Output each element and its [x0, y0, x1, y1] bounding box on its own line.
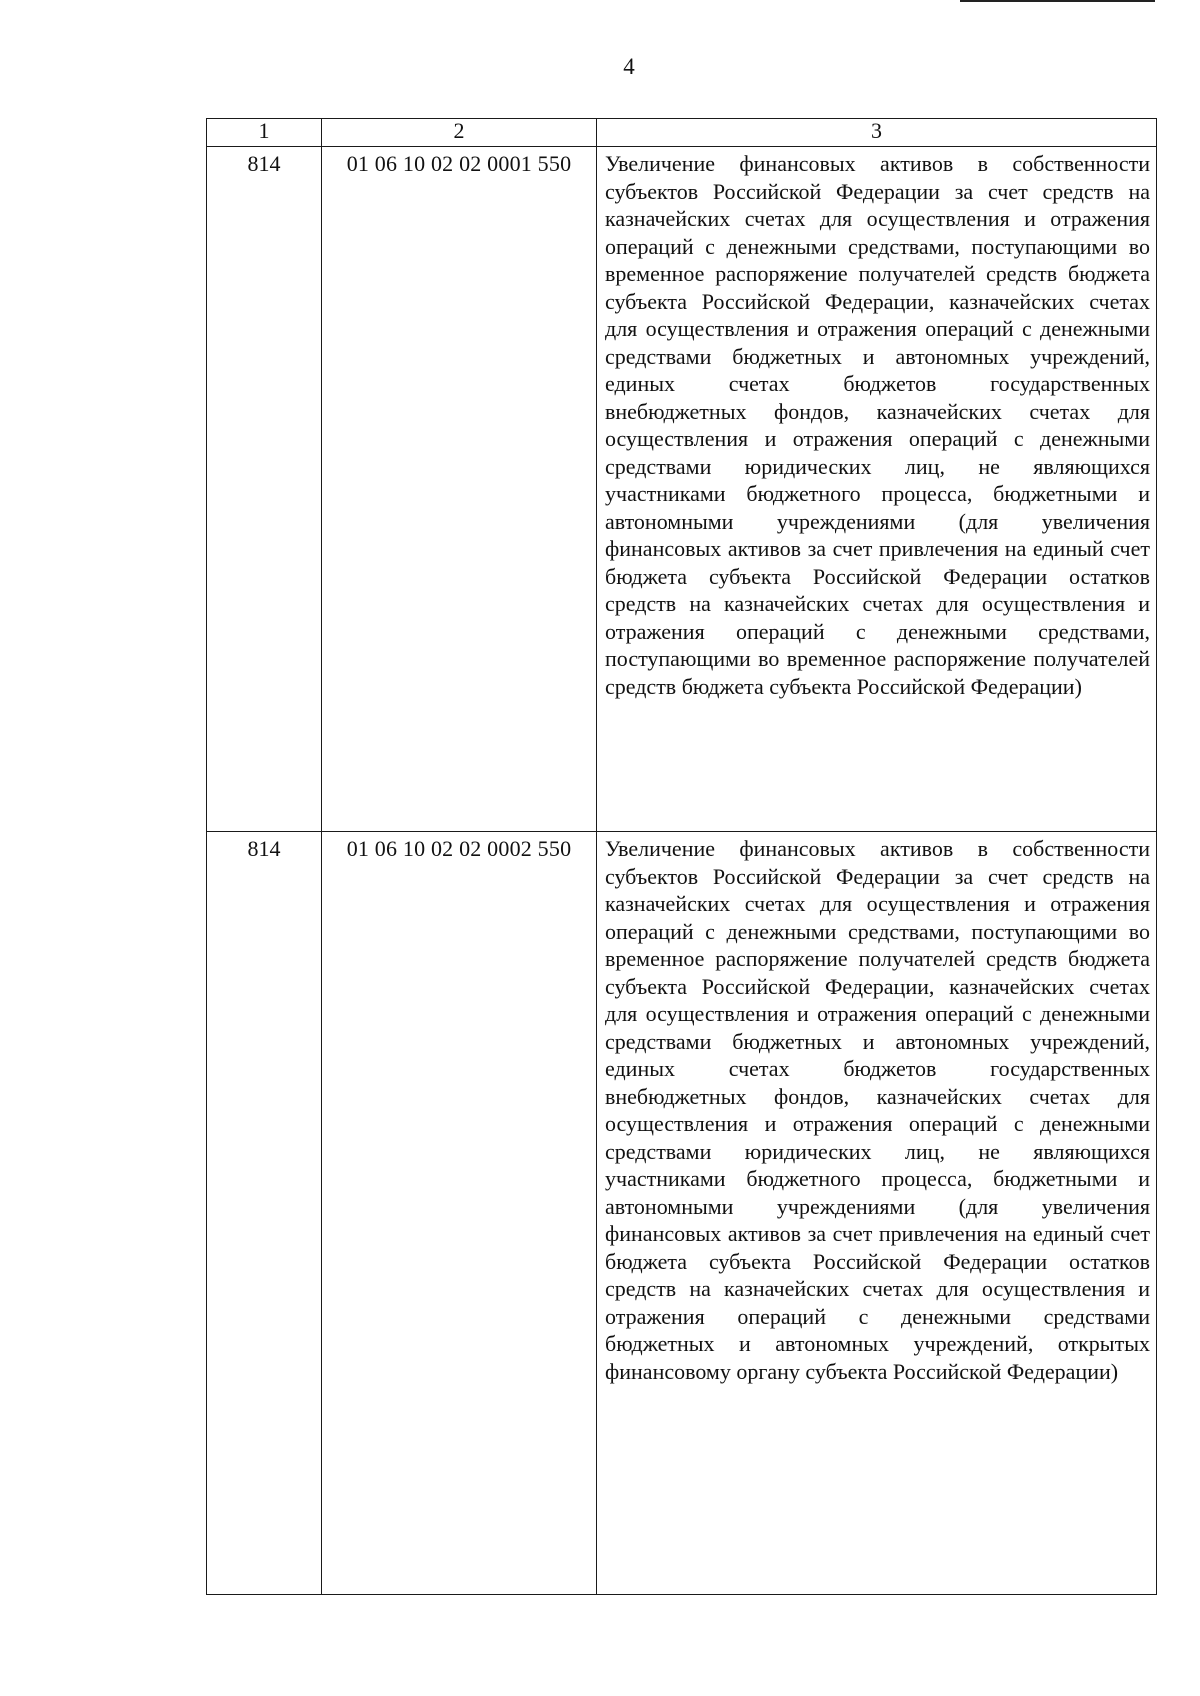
description-cell: Увеличение финансовых активов в собственности субъектов Российской Федерации за счет средств на казначейских счетах для осуществления и отражения операций с денежными средствами, поступающими во временное распоряжение получателей средств бюджета субъекта Российской Федерации, казначейских счетах для осуществления и отражения операций с денежными средствами бюджетных и автономных учреждений, единых счетах бюджетов государственных внебюджетных фондов, казначейских счетах для осуществления и отражения операций с денежными средствами юридических лиц, не являющихся участниками бюджетного процесса, бюджетными и автономными учреждениями (для увеличения финансовых активов за счет привлечения на единый счет бюджета субъекта Российской Федерации остатков средств на казначейских счетах для осуществления и отражения операций с денежными средствами бюджетных и автономных учреждений, открытых финансовому органу субъекта Российской Федерации) — [597, 832, 1157, 1595]
budget-classification-table — [206, 118, 1157, 1595]
table-row — [207, 147, 1157, 832]
table-row — [207, 832, 1157, 1595]
column-header-3: 3 — [597, 119, 1157, 147]
page-number: 4 — [623, 54, 635, 79]
column-header-1: 1 — [207, 119, 322, 147]
table-header-row — [207, 119, 1157, 147]
column-header-2: 2 — [322, 119, 597, 147]
classification-code-cell: 01 06 10 02 02 0001 550 — [322, 147, 597, 832]
admin-code-cell: 814 — [207, 832, 322, 1595]
top-rule-line — [960, 0, 1155, 2]
classification-code-cell: 01 06 10 02 02 0002 550 — [322, 832, 597, 1595]
description-cell: Увеличение финансовых активов в собственности субъектов Российской Федерации за счет средств на казначейских счетах для осуществления и отражения операций с денежными средствами, поступающими во временное распоряжение получателей средств бюджета субъекта Российской Федерации, казначейских счетах для осуществления и отражения операций с денежными средствами бюджетных и автономных учреждений, единых счетах бюджетов государственных внебюджетных фондов, казначейских счетах для осуществления и отражения операций с денежными средствами юридических лиц, не являющихся участниками бюджетного процесса, бюджетными и автономными учреждениями (для увеличения финансовых активов за счет привлечения на единый счет бюджета субъекта Российской Федерации остатков средств на казначейских счетах для осуществления и отражения операций с денежными средствами, поступающими во временное распоряжение получателей средств бюджета субъекта Российской Федерации) — [597, 147, 1157, 832]
admin-code-cell: 814 — [207, 147, 322, 832]
